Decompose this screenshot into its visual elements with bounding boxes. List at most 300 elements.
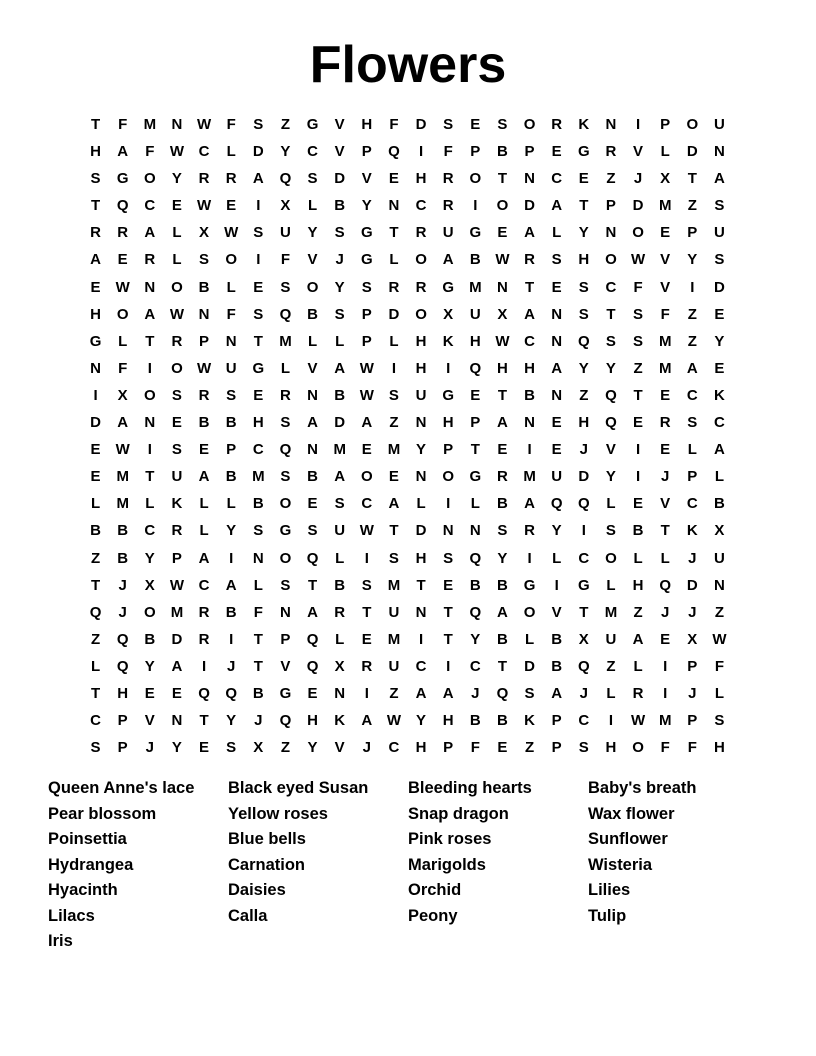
grid-letter: Y bbox=[605, 359, 616, 377]
grid-letter: S bbox=[443, 549, 454, 567]
grid-letter: U bbox=[334, 522, 346, 540]
grid-letter: Q bbox=[116, 197, 129, 215]
grid-letter: J bbox=[688, 549, 697, 567]
grid-letter: B bbox=[225, 414, 237, 432]
grid-letter: X bbox=[334, 657, 345, 675]
grid-letter: S bbox=[307, 170, 318, 188]
grid-letter: H bbox=[442, 414, 454, 432]
grid-letter: R bbox=[90, 224, 101, 242]
grid-letter: N bbox=[551, 305, 563, 323]
word-list-item: Queen Anne's lace bbox=[48, 779, 195, 797]
grid-letter: O bbox=[171, 359, 183, 377]
grid-letter: A bbox=[117, 414, 129, 432]
grid-letter: N bbox=[198, 305, 210, 323]
grid-row bbox=[82, 219, 733, 246]
grid-letter: I bbox=[663, 657, 668, 675]
grid-letter: Q bbox=[116, 630, 129, 648]
grid-letter: L bbox=[389, 332, 399, 350]
grid-letter: Z bbox=[389, 414, 399, 432]
grid-letter: A bbox=[551, 684, 563, 702]
grid-letter: Z bbox=[389, 684, 399, 702]
grid-letter: U bbox=[442, 224, 454, 242]
grid-letter: E bbox=[443, 576, 454, 594]
grid-letter: G bbox=[279, 522, 292, 540]
grid-letter: O bbox=[360, 468, 373, 486]
grid-letter: N bbox=[524, 414, 535, 432]
grid-letter: B bbox=[307, 305, 318, 323]
grid-letter: E bbox=[497, 739, 508, 757]
grid-letter: R bbox=[198, 603, 210, 621]
word-list bbox=[48, 776, 768, 955]
grid-letter: G bbox=[89, 332, 102, 350]
grid-letter: D bbox=[415, 522, 427, 540]
grid-letter: N bbox=[171, 116, 183, 133]
grid-letter: I bbox=[93, 386, 98, 404]
word-list-item: Wisteria bbox=[588, 855, 653, 874]
grid-letter: N bbox=[551, 332, 563, 350]
grid-letter: Q bbox=[279, 305, 292, 323]
grid-letter: J bbox=[335, 251, 344, 269]
grid-letter: B bbox=[497, 143, 508, 161]
grid-letter: L bbox=[606, 495, 616, 513]
grid-letter: D bbox=[334, 414, 346, 432]
grid-letter: P bbox=[443, 739, 454, 757]
grid-letter: Y bbox=[578, 224, 589, 242]
grid-letter: Z bbox=[90, 549, 101, 567]
grid-letter: A bbox=[415, 684, 427, 702]
grid-letter: Z bbox=[714, 603, 725, 621]
grid-letter: F bbox=[253, 603, 263, 621]
grid-letter: G bbox=[360, 224, 373, 242]
grid-letter: D bbox=[578, 468, 590, 486]
grid-letter: O bbox=[442, 468, 455, 486]
grid-letter: O bbox=[279, 495, 292, 513]
grid-letter: T bbox=[497, 657, 508, 675]
grid-letter: A bbox=[144, 224, 156, 242]
grid-letter: S bbox=[443, 116, 454, 133]
grid-letter: Y bbox=[578, 359, 589, 377]
grid-letter: U bbox=[714, 549, 725, 567]
grid-letter: A bbox=[198, 468, 210, 486]
grid-letter: A bbox=[686, 359, 698, 377]
grid-letter: A bbox=[442, 684, 454, 702]
grid-letter: N bbox=[334, 684, 346, 702]
grid-letter: V bbox=[551, 603, 562, 621]
grid-row bbox=[82, 734, 733, 761]
grid-letter: M bbox=[333, 441, 346, 459]
grid-letter: E bbox=[551, 143, 562, 161]
grid-letter: R bbox=[659, 414, 671, 432]
grid-letter: Y bbox=[361, 197, 372, 215]
grid-letter: I bbox=[635, 468, 641, 486]
grid-letter: A bbox=[307, 414, 318, 432]
grid-letter: T bbox=[660, 522, 670, 540]
grid-letter: S bbox=[633, 305, 644, 323]
grid-letter: G bbox=[116, 170, 129, 188]
grid-letter: D bbox=[388, 305, 400, 323]
grid-letter: P bbox=[199, 332, 210, 350]
grid-letter: L bbox=[90, 657, 101, 675]
word-list-item: Blue bells bbox=[228, 830, 306, 848]
grid-letter: R bbox=[225, 170, 237, 188]
grid-letter: J bbox=[362, 739, 371, 757]
grid-letter: C bbox=[686, 386, 698, 404]
grid-letter: I bbox=[608, 712, 614, 730]
grid-letter: N bbox=[144, 278, 156, 296]
grid-letter: Q bbox=[577, 332, 590, 350]
grid-letter: S bbox=[605, 332, 616, 350]
grid-letter: L bbox=[552, 549, 562, 567]
grid-letter: A bbox=[361, 712, 373, 730]
grid-letter: N bbox=[714, 576, 725, 594]
grid-letter: L bbox=[660, 143, 670, 161]
grid-row bbox=[82, 165, 733, 192]
grid-letter: Q bbox=[279, 712, 292, 730]
grid-letter: O bbox=[415, 251, 427, 269]
grid-letter: R bbox=[442, 170, 454, 188]
grid-row bbox=[82, 436, 733, 463]
grid-letter: Q bbox=[659, 576, 672, 594]
grid-letter: X bbox=[253, 739, 264, 757]
grid-letter: T bbox=[470, 441, 480, 459]
grid-letter: H bbox=[632, 576, 644, 594]
grid-letter: O bbox=[632, 224, 644, 242]
grid-letter: K bbox=[686, 522, 698, 540]
grid-letter: T bbox=[524, 278, 535, 296]
grid-letter: U bbox=[388, 657, 400, 675]
grid-letter: S bbox=[171, 441, 182, 459]
grid-row bbox=[82, 545, 733, 572]
grid-letter: Z bbox=[524, 739, 535, 757]
grid-letter: N bbox=[252, 549, 264, 567]
grid-letter: F bbox=[280, 251, 291, 269]
grid-letter: W bbox=[630, 712, 646, 730]
grid-letter: P bbox=[443, 441, 454, 459]
grid-letter: B bbox=[469, 576, 481, 594]
grid-letter: E bbox=[361, 441, 372, 459]
grid-letter: W bbox=[495, 251, 510, 269]
grid-letter: S bbox=[551, 251, 562, 269]
grid-letter: F bbox=[118, 359, 128, 377]
grid-letter: A bbox=[252, 170, 264, 188]
grid-letter: B bbox=[632, 522, 644, 540]
grid-letter: T bbox=[443, 603, 453, 621]
grid-letter: C bbox=[415, 197, 427, 215]
grid-letter: J bbox=[579, 441, 588, 459]
grid-letter: P bbox=[171, 549, 182, 567]
grid-letter: Q bbox=[469, 359, 482, 377]
grid-letter: Y bbox=[280, 143, 291, 161]
grid-letter: I bbox=[446, 657, 451, 675]
grid-letter: S bbox=[578, 739, 589, 757]
grid-letter: Y bbox=[144, 549, 155, 567]
grid-letter: T bbox=[253, 332, 263, 350]
grid-letter: O bbox=[523, 603, 536, 621]
grid-letter: Y bbox=[687, 251, 698, 269]
grid-letter: S bbox=[307, 522, 318, 540]
grid-letter: S bbox=[633, 332, 644, 350]
grid-letter: V bbox=[144, 712, 155, 730]
grid-letter: S bbox=[497, 116, 508, 133]
grid-letter: U bbox=[469, 305, 481, 323]
grid-letter: H bbox=[90, 305, 101, 323]
grid-letter: Z bbox=[606, 170, 616, 188]
grid-letter: E bbox=[253, 278, 264, 296]
grid-letter: R bbox=[632, 684, 644, 702]
grid-letter: S bbox=[605, 522, 616, 540]
grid-letter: T bbox=[145, 332, 155, 350]
grid-letter: G bbox=[469, 224, 482, 242]
grid-letter: N bbox=[144, 414, 156, 432]
word-list-item: Baby's breath bbox=[588, 779, 697, 797]
grid-letter: E bbox=[90, 278, 101, 296]
grid-letter: O bbox=[605, 549, 617, 567]
grid-row bbox=[82, 409, 733, 436]
grid-letter: W bbox=[359, 386, 374, 404]
grid-letter: R bbox=[415, 278, 427, 296]
grid-letter: I bbox=[418, 143, 424, 161]
grid-letter: Y bbox=[226, 712, 237, 730]
grid-letter: P bbox=[524, 143, 535, 161]
grid-letter: Q bbox=[306, 630, 319, 648]
grid-letter: S bbox=[334, 224, 345, 242]
grid-letter: E bbox=[660, 386, 671, 404]
grid-letter: D bbox=[714, 278, 725, 296]
grid-letter: L bbox=[199, 522, 209, 540]
grid-row bbox=[82, 517, 733, 544]
grid-letter: R bbox=[524, 522, 535, 540]
grid-letter: U bbox=[388, 603, 400, 621]
grid-letter: D bbox=[686, 143, 698, 161]
grid-letter: B bbox=[497, 630, 508, 648]
grid-letter: V bbox=[660, 495, 671, 513]
grid-letter: H bbox=[415, 332, 427, 350]
grid-letter: S bbox=[714, 251, 725, 269]
grid-letter: T bbox=[253, 657, 263, 675]
grid-letter: I bbox=[229, 630, 234, 648]
grid-letter: Q bbox=[198, 684, 210, 702]
grid-letter: Y bbox=[171, 170, 182, 188]
grid-letter: J bbox=[661, 468, 670, 486]
grid-letter: T bbox=[90, 197, 101, 215]
grid-letter: T bbox=[362, 603, 372, 621]
grid-letter: D bbox=[90, 414, 101, 432]
grid-letter: C bbox=[605, 278, 617, 296]
grid-letter: X bbox=[660, 170, 671, 188]
grid-letter: D bbox=[686, 576, 698, 594]
grid-letter: Y bbox=[226, 522, 237, 540]
grid-letter: R bbox=[524, 251, 535, 269]
grid-letter: C bbox=[198, 576, 210, 594]
grid-letter: S bbox=[280, 414, 291, 432]
grid-letter: I bbox=[690, 278, 695, 296]
grid-letter: L bbox=[199, 495, 209, 513]
grid-letter: Z bbox=[606, 657, 616, 675]
grid-letter: H bbox=[578, 414, 590, 432]
grid-letter: X bbox=[497, 305, 508, 323]
grid-letter: F bbox=[226, 116, 236, 133]
grid-letter: S bbox=[90, 739, 101, 757]
grid-letter: I bbox=[147, 359, 152, 377]
grid-letter: Y bbox=[605, 468, 616, 486]
grid-letter: I bbox=[527, 549, 532, 567]
grid-letter: U bbox=[280, 224, 291, 242]
grid-letter: M bbox=[252, 468, 265, 486]
grid-letter: B bbox=[497, 576, 508, 594]
grid-letter: L bbox=[714, 468, 725, 486]
grid-letter: O bbox=[686, 116, 699, 133]
grid-letter: I bbox=[147, 441, 152, 459]
grid-letter: M bbox=[469, 278, 482, 296]
grid-letter: L bbox=[118, 332, 128, 350]
grid-letter: S bbox=[497, 522, 508, 540]
grid-letter: O bbox=[143, 603, 156, 621]
grid-letter: J bbox=[633, 170, 643, 188]
grid-letter: T bbox=[90, 684, 101, 702]
grid-letter: Q bbox=[116, 657, 129, 675]
grid-letter: E bbox=[388, 468, 399, 486]
grid-letter: G bbox=[360, 251, 373, 269]
grid-letter: E bbox=[388, 170, 399, 188]
grid-letter: E bbox=[90, 468, 101, 486]
grid-letter: E bbox=[714, 305, 725, 323]
grid-letter: A bbox=[117, 143, 129, 161]
grid-letter: F bbox=[226, 305, 236, 323]
grid-letter: K bbox=[442, 332, 454, 350]
grid-letter: T bbox=[497, 170, 508, 188]
grid-letter: A bbox=[714, 170, 725, 188]
grid-letter: I bbox=[635, 441, 641, 459]
grid-letter: C bbox=[415, 657, 427, 675]
grid-letter: V bbox=[633, 143, 644, 161]
grid-letter: D bbox=[334, 170, 346, 188]
grid-letter: F bbox=[118, 116, 128, 133]
grid-letter: K bbox=[714, 386, 725, 404]
grid-letter: C bbox=[144, 522, 156, 540]
grid-letter: C bbox=[551, 170, 563, 188]
grid-letter: S bbox=[280, 468, 291, 486]
grid-letter: T bbox=[389, 522, 399, 540]
grid-letter: Q bbox=[496, 684, 509, 702]
grid-letter: P bbox=[687, 224, 698, 242]
grid-letter: A bbox=[497, 414, 508, 432]
grid-letter: C bbox=[307, 143, 318, 161]
grid-letter: W bbox=[224, 224, 239, 242]
grid-letter: I bbox=[554, 576, 559, 594]
grid-letter: C bbox=[469, 657, 481, 675]
grid-letter: O bbox=[171, 278, 183, 296]
grid-letter: E bbox=[470, 386, 481, 404]
grid-letter: T bbox=[90, 116, 101, 133]
grid-letter: N bbox=[415, 603, 427, 621]
word-list-item: Hydrangea bbox=[48, 855, 134, 874]
grid-letter: S bbox=[578, 305, 589, 323]
grid-letter: Q bbox=[469, 549, 482, 567]
grid-letter: Z bbox=[687, 197, 697, 215]
grid-letter: X bbox=[280, 197, 291, 215]
grid-row bbox=[82, 192, 733, 219]
grid-letter: C bbox=[388, 739, 400, 757]
grid-letter: W bbox=[115, 278, 130, 296]
grid-letter: S bbox=[253, 522, 264, 540]
grid-letter: L bbox=[470, 495, 480, 513]
grid-letter: I bbox=[391, 359, 397, 377]
word-list-item: Pear blossom bbox=[48, 804, 157, 823]
grid-letter: J bbox=[254, 712, 263, 730]
grid-letter: K bbox=[171, 495, 183, 513]
grid-letter: F bbox=[660, 305, 670, 323]
grid-letter: T bbox=[606, 305, 616, 323]
grid-letter: B bbox=[252, 684, 264, 702]
grid-letter: S bbox=[388, 386, 399, 404]
grid-letter: Z bbox=[633, 359, 643, 377]
grid-letter: H bbox=[415, 359, 427, 377]
grid-letter: O bbox=[496, 197, 509, 215]
grid-row bbox=[82, 626, 733, 653]
grid-letter: P bbox=[226, 441, 237, 459]
grid-letter: Y bbox=[307, 739, 318, 757]
grid-letter: L bbox=[90, 495, 101, 513]
grid-letter: C bbox=[714, 414, 725, 432]
grid-letter: H bbox=[605, 739, 617, 757]
grid-letter: L bbox=[633, 657, 643, 675]
grid-letter: L bbox=[524, 630, 535, 648]
grid-letter: N bbox=[605, 116, 617, 133]
grid-letter: E bbox=[226, 197, 237, 215]
grid-letter: A bbox=[551, 359, 563, 377]
grid-letter: K bbox=[334, 712, 346, 730]
grid-row bbox=[82, 572, 733, 599]
grid-letter: Q bbox=[605, 386, 617, 404]
grid-letter: T bbox=[307, 576, 318, 594]
grid-letter: M bbox=[116, 495, 129, 513]
word-list-item: Pink roses bbox=[408, 830, 492, 848]
grid-letter: V bbox=[361, 170, 372, 188]
grid-letter: R bbox=[198, 630, 210, 648]
grid-letter: R bbox=[117, 224, 129, 242]
grid-letter: S bbox=[714, 712, 725, 730]
grid-letter: W bbox=[115, 441, 130, 459]
grid-letter: D bbox=[524, 197, 535, 215]
grid-letter: Q bbox=[605, 414, 617, 432]
grid-letter: V bbox=[334, 739, 345, 757]
word-list-item: Bleeding hearts bbox=[408, 779, 532, 797]
grid-letter: P bbox=[551, 739, 562, 757]
grid-letter: B bbox=[225, 468, 237, 486]
grid-letter: P bbox=[117, 739, 128, 757]
grid-letter: B bbox=[252, 495, 264, 513]
grid-letter: V bbox=[334, 143, 345, 161]
grid-letter: J bbox=[688, 684, 697, 702]
grid-letter: F bbox=[145, 143, 155, 161]
grid-letter: L bbox=[226, 143, 236, 161]
grid-letter: O bbox=[523, 116, 536, 133]
grid-letter: Y bbox=[714, 332, 725, 350]
grid-letter: U bbox=[415, 386, 427, 404]
word-list-item: Black eyed Susan bbox=[228, 779, 369, 797]
grid-letter: H bbox=[415, 549, 427, 567]
grid-letter: T bbox=[579, 197, 589, 215]
grid-letter: H bbox=[307, 712, 318, 730]
grid-letter: W bbox=[169, 143, 185, 161]
grid-letter: L bbox=[416, 495, 426, 513]
grid-letter: E bbox=[90, 441, 101, 459]
grid-letter: V bbox=[660, 278, 671, 296]
grid-letter: P bbox=[605, 197, 616, 215]
grid-letter: L bbox=[307, 197, 318, 215]
grid-letter: I bbox=[229, 549, 234, 567]
grid-letter: A bbox=[334, 359, 346, 377]
